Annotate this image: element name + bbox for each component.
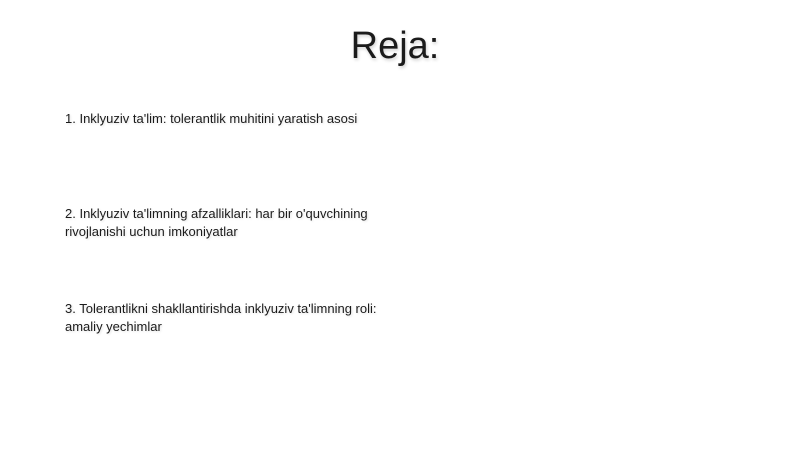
plan-item-1: 1. Inklyuziv ta'lim: tolerantlik muhitini yaratish asosi	[65, 111, 358, 126]
plan-item-2: 2. Inklyuziv ta'limning afzalliklari: har bir o'quvchining rivojlanishi uchun imkoniyatlar	[65, 206, 368, 239]
plan-item-3: 3. Tolerantlikni shakllantirishda inklyuziv ta'limning roli: amaliy yechimlar	[65, 301, 377, 334]
slide-title: Reja:	[350, 25, 440, 67]
